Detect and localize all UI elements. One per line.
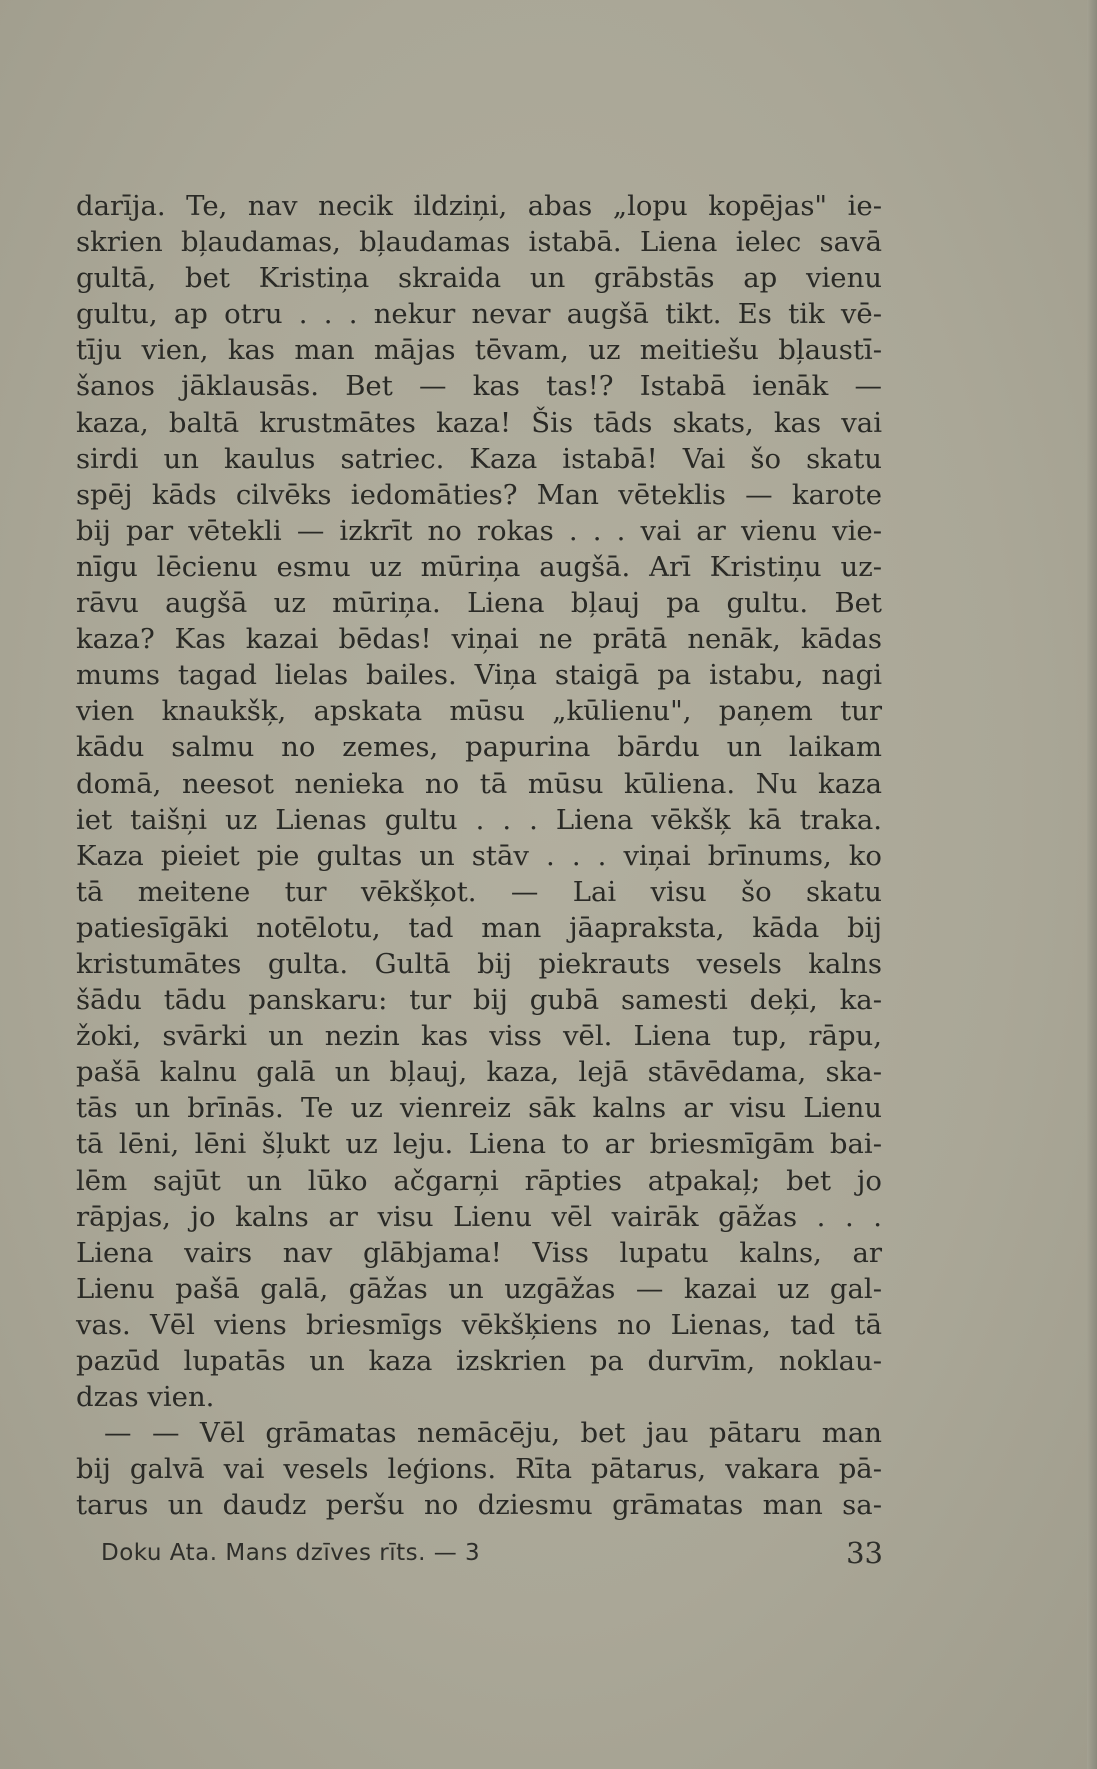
text-line: vien knaukšķ, apskata mūsu „kūlienu", paņem tur xyxy=(76,695,882,728)
text-line: Kaza pieiet pie gultas un stāv . . . viņai brīnums, ko xyxy=(76,839,882,872)
text-line: šādu tādu panskaru: tur bij gubā samesti deķi, ka- xyxy=(76,984,882,1017)
text-line: tā meitene tur vēkšķot. — Lai visu šo skatu xyxy=(76,875,882,908)
text-line: tarus un daudz peršu no dziesmu grāmatas man sa- xyxy=(76,1489,882,1522)
running-footer-title: Doku Ata. Mans dzīves rīts. — 3 xyxy=(101,1540,481,1566)
text-line: žoki, svārki un nezin kas viss vēl. Liena tup, rāpu, xyxy=(76,1020,882,1053)
text-line: rāvu augšā uz mūriņa. Liena bļauj pa gultu. Bet xyxy=(76,587,882,620)
text-line: domā, neesot nenieka no tā mūsu kūliena. Nu kaza xyxy=(76,767,882,800)
text-line: tīju vien, kas man mājas tēvam, uz meitiešu bļaustī- xyxy=(76,334,882,367)
text-line: šanos jāklausās. Bet — kas tas!? Istabā ienāk — xyxy=(76,370,882,403)
text-line: gultā, bet Kristiņa skraida un grābstās ap vienu xyxy=(76,262,882,295)
text-line: kristumātes gulta. Gultā bij piekrauts vesels kalns xyxy=(76,947,882,980)
text-line: tā lēni, lēni šļukt uz leju. Liena to ar briesmīgām bai- xyxy=(76,1128,882,1161)
text-line: kaza? Kas kazai bēdas! viņai ne prātā nenāk, kādas xyxy=(76,623,882,656)
page-edge xyxy=(1087,0,1097,1769)
text-line: nīgu lēcienu esmu uz mūriņa augšā. Arī Kristiņu uz- xyxy=(76,550,882,583)
text-line: lēm sajūt un lūko ačgarņi rāpties atpakaļ; bet jo xyxy=(76,1164,882,1197)
text-line: Liena vairs nav glābjama! Viss lupatu kalns, ar xyxy=(76,1236,882,1269)
text-line: iet taišņi uz Lienas gultu . . . Liena vēkšķ kā traka. xyxy=(76,803,882,836)
text-line: kaza, baltā krustmātes kaza! Šis tāds skats, kas vai xyxy=(76,406,882,439)
text-line: bij par vētekli — izkrīt no rokas . . . vai ar vienu vie- xyxy=(76,514,882,547)
page-number: 33 xyxy=(846,1536,883,1570)
text-line: patiesīgāki notēlotu, tad man jāapraksta, kāda bij xyxy=(76,911,882,944)
text-line: Lienu pašā galā, gāžas un uzgāžas — kazai uz gal- xyxy=(76,1272,882,1305)
text-line: vas. Vēl viens briesmīgs vēkšķiens no Lienas, tad tā xyxy=(76,1308,882,1341)
text-line: pašā kalnu galā un bļauj, kaza, lejā stāvēdama, ska- xyxy=(76,1056,882,1089)
page-footer xyxy=(101,1536,883,1576)
text-line: mums tagad lielas bailes. Viņa staigā pa istabu, nagi xyxy=(76,659,882,692)
text-line-paragraph-start: — — Vēl grāmatas nemācēju, bet jau pātaru man xyxy=(104,1417,882,1450)
text-line: darīja. Te, nav necik ildziņi, abas „lopu kopējas" ie- xyxy=(76,190,882,222)
body-text xyxy=(76,188,882,1523)
text-line: bij galvā vai vesels leģions. Rīta pātarus, vakara pā- xyxy=(76,1453,882,1486)
text-line: sirdi un kaulus satriec. Kaza istabā! Vai šo skatu xyxy=(76,442,882,475)
text-line: rāpjas, jo kalns ar visu Lienu vēl vairāk gāžas . . . xyxy=(76,1200,882,1233)
text-line: tās un brīnās. Te uz vienreiz sāk kalns ar visu Lienu xyxy=(76,1092,882,1125)
text-line: kādu salmu no zemes, papurina bārdu un laikam xyxy=(76,731,882,764)
text-line: skrien bļaudamas, bļaudamas istabā. Liena ielec savā xyxy=(76,226,882,259)
text-line-paragraph-end: dzas vien. xyxy=(76,1381,215,1414)
text-line: pazūd lupatās un kaza izskrien pa durvīm, noklau- xyxy=(76,1345,882,1377)
text-line: spēj kāds cilvēks iedomāties? Man vēteklis — karote xyxy=(76,478,882,511)
text-line: gultu, ap otru . . . nekur nevar augšā tikt. Es tik vē- xyxy=(76,298,882,331)
